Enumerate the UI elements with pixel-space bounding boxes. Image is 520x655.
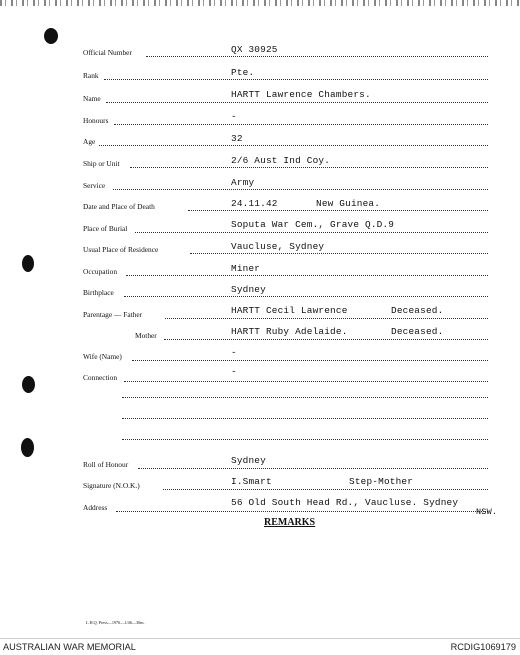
label-official-number: Official Number xyxy=(83,48,132,57)
label-place-of-burial: Place of Burial xyxy=(83,224,128,233)
dotted-line xyxy=(138,468,488,469)
label-ship-or-unit: Ship or Unit xyxy=(83,159,120,168)
dotted-line xyxy=(188,210,488,211)
label-date-place-death: Date and Place of Death xyxy=(83,202,155,211)
dotted-line xyxy=(99,145,488,146)
printer-imprint: L.H.Q. Press—1976—1/46—30m. xyxy=(86,620,145,625)
honours-value: - xyxy=(231,111,237,122)
label-roll-of-honour: Roll of Honour xyxy=(83,460,129,469)
nok-signature-value: I.Smart xyxy=(231,476,272,487)
blank-line xyxy=(122,397,488,398)
label-residence: Usual Place of Residence xyxy=(83,245,159,254)
name-value: HARTT Lawrence Chambers. xyxy=(231,89,371,100)
dotted-line xyxy=(106,102,488,103)
residence-value: Vaucluse, Sydney xyxy=(231,241,325,252)
official-number-value: QX 30925 xyxy=(231,44,278,55)
dotted-line xyxy=(146,56,488,57)
label-age: Age xyxy=(83,137,96,146)
birthplace-value: Sydney xyxy=(231,284,266,295)
label-mother: Mother xyxy=(135,331,157,340)
age-value: 32 xyxy=(231,133,243,144)
blank-line xyxy=(122,439,488,440)
record-id: RCDIG1069179 xyxy=(450,642,516,652)
label-rank: Rank xyxy=(83,71,99,80)
dotted-line xyxy=(190,253,488,254)
label-honours: Honours xyxy=(83,116,109,125)
dotted-line xyxy=(124,296,488,297)
label-occupation: Occupation xyxy=(83,267,118,276)
label-signature-nok: Signature (N.O.K.) xyxy=(83,481,140,490)
father-value: HARTT Cecil Lawrence xyxy=(231,305,348,316)
blank-line xyxy=(122,418,488,419)
unit-value: 2/6 Aust Ind Coy. xyxy=(231,155,331,166)
service-value: Army xyxy=(231,177,255,188)
nok-relationship-value: Step-Mother xyxy=(349,476,414,487)
roll-of-honour-value: Sydney xyxy=(231,455,266,466)
dotted-line xyxy=(165,318,488,319)
dotted-line xyxy=(113,189,488,190)
dotted-line xyxy=(130,167,488,168)
punch-hole-top xyxy=(44,28,58,44)
remarks-heading: REMARKS xyxy=(264,517,316,528)
dotted-line xyxy=(132,360,488,361)
death-date-value: 24.11.42 xyxy=(231,198,278,209)
label-service: Service xyxy=(83,181,106,190)
archive-name: AUSTRALIAN WAR MEMORIAL xyxy=(3,642,136,652)
connection-value: - xyxy=(231,366,237,377)
dotted-line xyxy=(164,339,488,340)
address-state-value: NSW. xyxy=(476,507,498,517)
wife-value: - xyxy=(231,347,237,358)
label-wife: Wife (Name) xyxy=(83,352,122,361)
dotted-line xyxy=(116,511,488,512)
burial-value: Soputa War Cem., Grave Q.D.9 xyxy=(231,219,395,230)
punch-hole-lower xyxy=(22,376,35,393)
punch-hole-upper xyxy=(22,255,34,272)
label-father: Parentage — Father xyxy=(83,310,143,319)
death-place-value: New Guinea. xyxy=(316,198,381,209)
label-name: Name xyxy=(83,94,101,103)
dotted-line xyxy=(135,232,488,233)
mother-value: HARTT Ruby Adelaide. xyxy=(231,326,348,337)
occupation-value: Miner xyxy=(231,263,261,274)
mother-status: Deceased. xyxy=(391,326,444,337)
dotted-line xyxy=(104,79,488,80)
archive-footer xyxy=(0,638,520,655)
punch-hole-bottom xyxy=(21,438,34,457)
label-birthplace: Birthplace xyxy=(83,288,114,297)
dotted-line xyxy=(124,381,488,382)
father-status: Deceased. xyxy=(391,305,444,316)
scan-top-edge xyxy=(0,0,520,6)
label-connection: Connection xyxy=(83,373,118,382)
address-value: 56 Old South Head Rd., Vaucluse. Sydney xyxy=(231,497,459,508)
dotted-line xyxy=(126,275,488,276)
dotted-line xyxy=(114,124,488,125)
rank-value: Pte. xyxy=(231,67,255,78)
dotted-line xyxy=(163,489,488,490)
label-address: Address xyxy=(83,503,108,512)
